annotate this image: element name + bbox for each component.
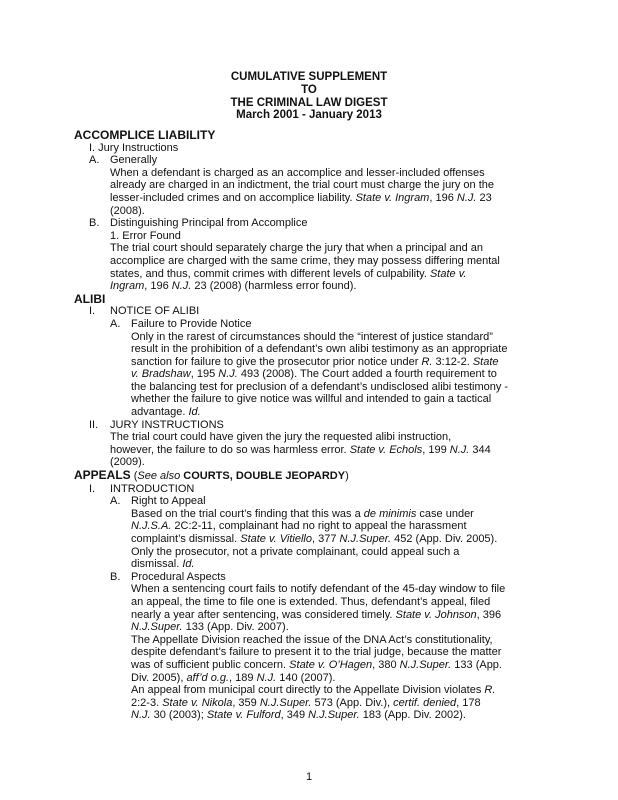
paragraph-line: Only in the rarest of circumstances should the “interest of justice standard” bbox=[131, 330, 493, 343]
subsection-jury-instructions: II. JURY INSTRUCTIONS bbox=[89, 418, 224, 431]
paragraph-line: already are charged in an indictment, the trial court must charge the jury on the bbox=[110, 179, 494, 192]
paragraph-line: Ingram, 196 N.J. 23 (2008) (harmless error found). bbox=[110, 280, 357, 293]
reporter: N.J.Super. bbox=[259, 696, 312, 709]
reporter: N.J. bbox=[456, 191, 477, 204]
page-number: 1 bbox=[305, 771, 313, 783]
case-name: State v. Vitiello bbox=[240, 533, 312, 545]
paragraph-line: was of sufficient public concern. State v. O’Hagen, 380 N.J.Super. 133 (App. bbox=[131, 658, 502, 671]
subsection-notice-of-alibi: I. NOTICE OF ALIBI bbox=[89, 305, 200, 318]
paragraph-line: the balancing test for preclusion of a defendant’s undisclosed alibi testimony - bbox=[131, 380, 509, 393]
title-date-range: March 2001 - January 2013 bbox=[236, 109, 382, 122]
case-name: State v. Ingram bbox=[355, 191, 430, 204]
paragraph-line: an appeal, the time to file one is extended. Thus, defendant’s appeal, filed bbox=[131, 595, 491, 608]
reporter: N.J.Super. bbox=[399, 658, 452, 671]
paragraph-line: (2008). bbox=[110, 204, 145, 217]
case-name: State v. Fulford bbox=[206, 709, 281, 722]
paragraph-line: result in the prohibition of a defendant’s own alibi testimony as an appropriate bbox=[131, 343, 508, 356]
reporter: N.J. bbox=[449, 443, 470, 456]
rule-ref: R. bbox=[484, 684, 496, 697]
reporter: N.J.Super. bbox=[308, 709, 360, 722]
paragraph-line: N.J.S.A. 2C:2-11, complainant had no right to appeal the harassment bbox=[131, 520, 467, 533]
case-name: State v. Nikola bbox=[162, 696, 233, 709]
rule-ref: R. bbox=[421, 355, 433, 368]
cross-reference: COURTS, DOUBLE JEOPARDY bbox=[183, 470, 346, 483]
document-title bbox=[0, 71, 618, 122]
statute-ref: N.J.S.A. bbox=[131, 520, 172, 533]
title-line-3: THE CRIMINAL LAW DIGEST bbox=[230, 96, 388, 109]
id-cite: Id. bbox=[188, 406, 201, 419]
item-distinguishing: B. Distinguishing Principal from Accomplice bbox=[89, 217, 308, 230]
paragraph-line: Based on the trial court’s finding that this was a de minimis case under bbox=[131, 507, 474, 520]
paragraph-line: lesser-included crimes and on accomplice liability. State v. Ingram, 196 N.J. 23 bbox=[110, 191, 492, 204]
paragraph-line: v. Bradshaw, 195 N.J. 493 (2008). The Court added a fourth requirement to bbox=[131, 368, 497, 381]
case-name: State v. Echols bbox=[349, 443, 423, 456]
section-heading-alibi: ALIBI bbox=[74, 291, 106, 306]
paragraph-line: states, and thus, commit crimes with different levels of culpability. State v. bbox=[110, 267, 467, 280]
paragraph-line: however, the failure to do so was harmless error. State v. Echols, 199 N.J. 344 bbox=[110, 443, 491, 456]
paragraph-line: dismissal. Id. bbox=[131, 558, 195, 571]
reporter: N.J.Super. bbox=[339, 533, 392, 545]
paragraph-line: When a sentencing court fails to notify defendant of the 45-day window to file bbox=[131, 583, 506, 596]
paragraph-line: An appeal from municipal court directly to the Appellate Division violates R. bbox=[131, 684, 496, 697]
item-error-found: 1. Error Found bbox=[110, 229, 181, 242]
paragraph-line: whether the failure to give notice was willful and intended to gain a tactical bbox=[131, 393, 492, 406]
paragraph-line: nearly a year after sentencing, was considered timely. State v. Johnson, 396 bbox=[131, 608, 502, 621]
paragraph-line: despite defendant’s failure to present it to the trial judge, because the matter bbox=[131, 646, 502, 659]
paragraph-line: N.J. 30 (2003); State v. Fulford, 349 N.J.Super. 183 (App. Div. 2002). bbox=[131, 709, 466, 722]
id-cite: Id. bbox=[182, 558, 195, 571]
section-heading-accomplice: ACCOMPLICE LIABILITY bbox=[74, 128, 216, 142]
title-line-1: CUMULATIVE SUPPLEMENT bbox=[230, 71, 388, 83]
case-name: State v. bbox=[429, 267, 467, 280]
item-failure-to-notice: A. Failure to Provide Notice bbox=[110, 317, 252, 330]
paragraph-line: When a defendant is charged as an accomplice and lesser-included offenses bbox=[110, 166, 485, 179]
paragraph-line: Div. 2005), aff’d o.g., 189 N.J. 140 (2007). bbox=[131, 671, 336, 684]
case-name: State v. Johnson bbox=[395, 608, 477, 621]
item-right-to-appeal: A. Right to Appeal bbox=[110, 495, 206, 508]
case-name: State bbox=[472, 355, 499, 368]
item-generally: A. Generally bbox=[89, 154, 158, 167]
reporter: N.J. bbox=[171, 280, 192, 293]
paragraph-line: 2:2-3. State v. Nikola, 359 N.J.Super. 573 (App. Div.), certif. denied, 178 bbox=[131, 696, 481, 709]
section-heading-appeals: APPEALS (See also COURTS, DOUBLE JEOPARDY) bbox=[74, 468, 349, 483]
item-procedural-aspects: B. Procedural Aspects bbox=[110, 570, 226, 583]
subsection-jury-instructions: I. Jury Instructions bbox=[89, 141, 179, 154]
reporter: N.J. bbox=[256, 671, 277, 684]
paragraph-line: advantage. Id. bbox=[131, 406, 201, 419]
paragraph-line: The trial court should separately charge the jury that when a principal and an bbox=[110, 242, 483, 255]
reporter: N.J. bbox=[131, 709, 151, 722]
paragraph-line: N.J.Super. 133 (App. Div. 2007). bbox=[131, 621, 289, 634]
case-name: v. Bradshaw bbox=[131, 368, 191, 381]
case-name: Ingram bbox=[110, 280, 145, 293]
digest-body bbox=[0, 129, 618, 722]
subsection-introduction: I. INTRODUCTION bbox=[89, 482, 195, 495]
paragraph-line: complaint’s dismissal. State v. Vitiello, 377 N.J.Super. 452 (App. Div. 2005). bbox=[131, 533, 498, 545]
paragraph-line: The Appellate Division reached the issue of the DNA Act’s constitutionality, bbox=[131, 633, 493, 646]
paragraph-line: accomplice are charged with the same crime, they may possess differing mental bbox=[110, 254, 500, 267]
reporter: N.J. bbox=[218, 368, 238, 381]
paragraph-line: Only the prosecutor, not a private complainant, could appeal such a bbox=[131, 545, 460, 558]
title-line-2: TO bbox=[301, 83, 317, 96]
case-name: State v. O’Hagen bbox=[289, 658, 373, 671]
paragraph-line: sanction for failure to give the prosecutor prior notice under R. 3:12-2. State bbox=[131, 355, 499, 368]
paragraph-line: The trial court could have given the jury the requested alibi instruction, bbox=[110, 431, 452, 444]
paragraph-line: (2009). bbox=[110, 456, 145, 469]
reporter: N.J.Super. bbox=[131, 621, 183, 634]
